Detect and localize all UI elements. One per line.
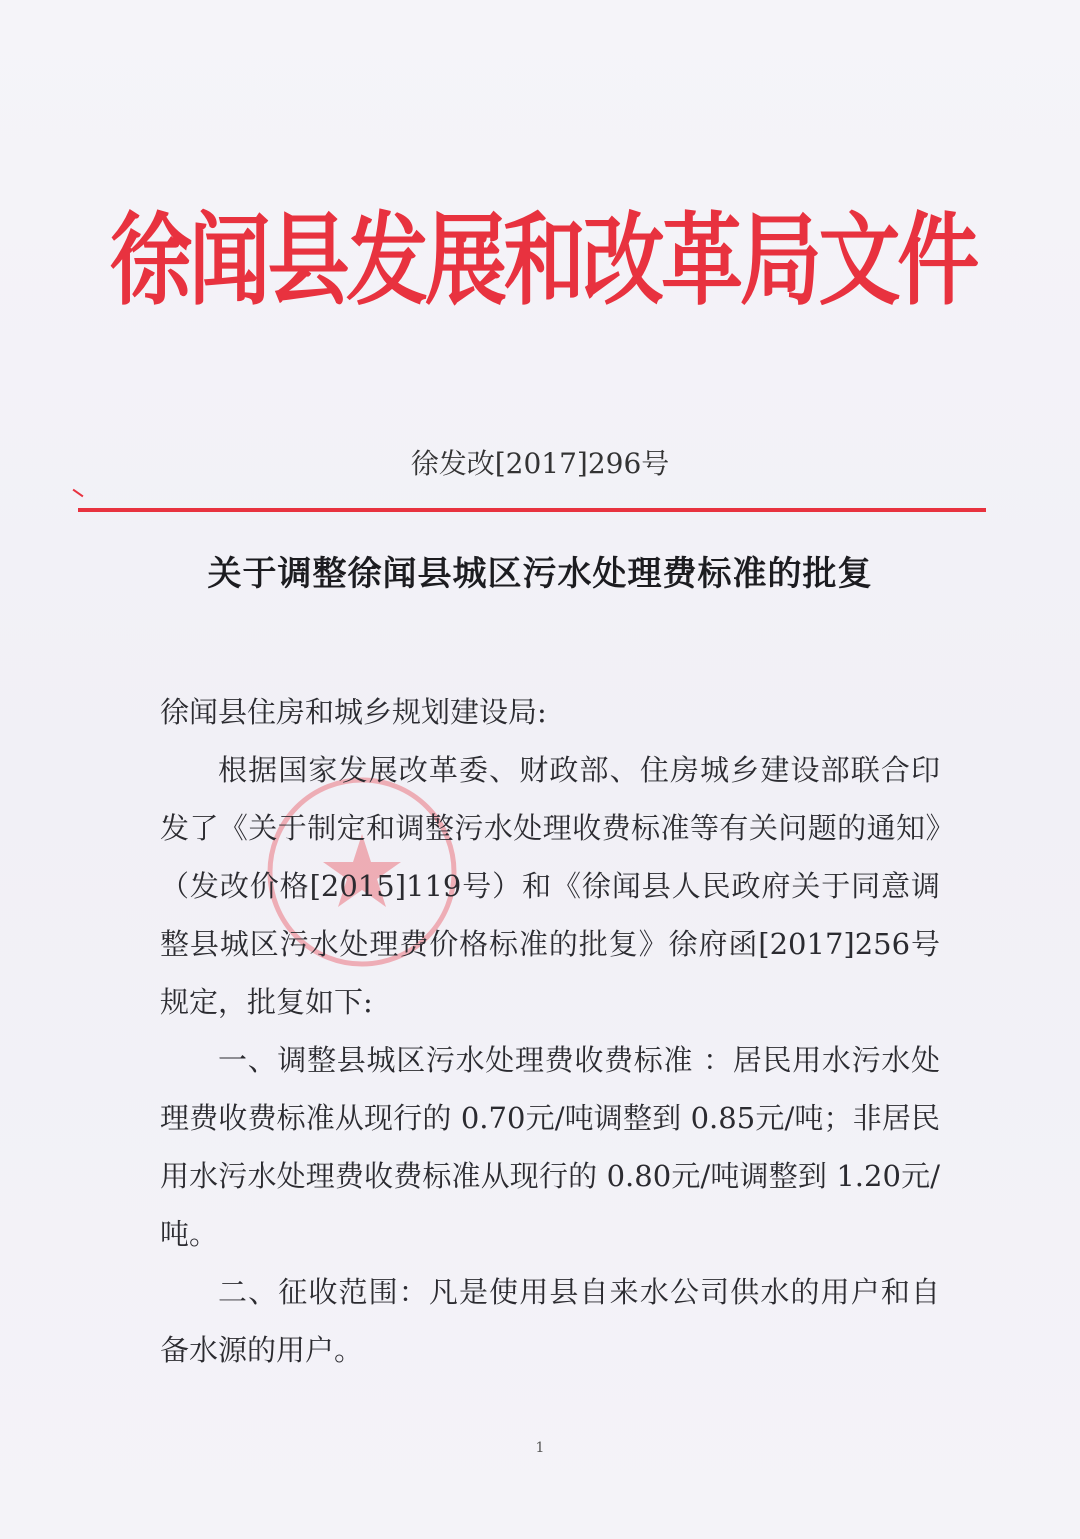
body-paragraph: 根据国家发展改革委、财政部、住房城乡建设部联合印发了《关于制定和调整污水处理收费标准等有关问题的通知》（发改价格[2015]119号）和《徐闻县人民政府关于同意调整县城区污水处理费价格标准的批复》徐府函[2017]256号规定，批复如下: [160,753,940,1019]
red-tick-mark [73,489,84,498]
body-paragraph: 一、调整县城区污水处理费收费标准 ：居民用水污水处理费收费标准从现行的 0.70元/吨调整到 0.85元/吨；非居民用水污水处理费收费标准从现行的 0.80元/吨调整到 1.20元/吨。 [160,1043,940,1251]
body-paragraph: 二、征收范围：凡是使用县自来水公司供水的用户和自备水源的用户。 [160,1275,940,1367]
document-number: 徐发改[2017]296号 [410,447,670,480]
addressee-line: 徐闻县住房和城乡规划建设局: [160,695,547,729]
page-number: 1 [535,1440,545,1456]
document-title: 关于调整徐闻县城区污水处理费标准的批复 [207,554,873,594]
red-separator-line [78,508,986,512]
agency-header-title: 徐闻县发展和改革局文件 [110,201,976,319]
document-body [160,683,940,1379]
